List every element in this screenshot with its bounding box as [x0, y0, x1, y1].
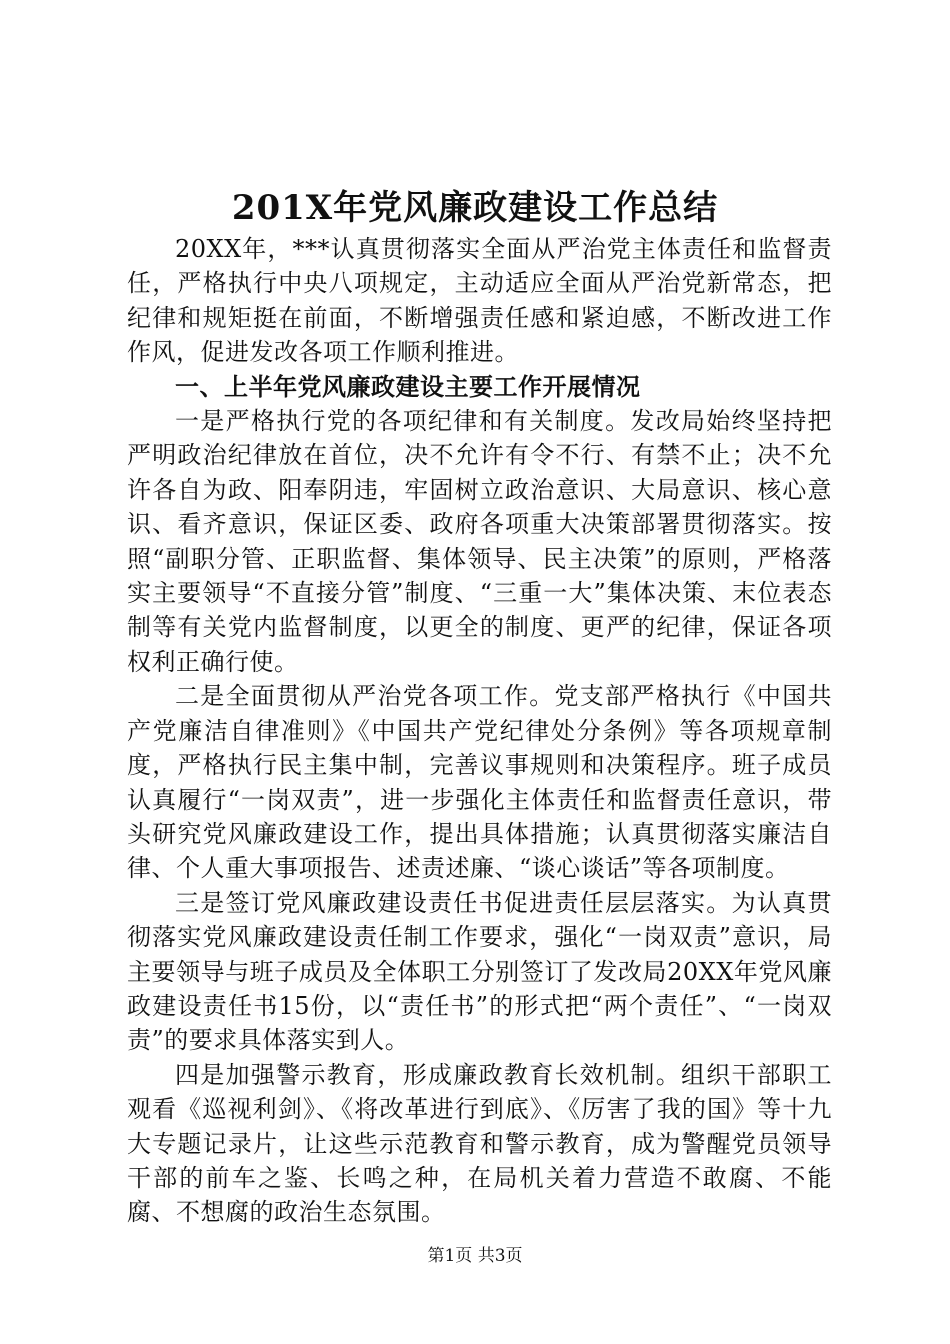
paragraph-2: 二是全面贯彻从严治党各项工作。党支部严格执行《中国共产党廉洁自律准则》《中国共产党纪律处分条例》等各项规章制度，严格执行民主集中制，完善议事规则和决策程序。班子成员认真履行“一岗双责”，进一步强化主体责任和监督责任意识，带头研究党风廉政建设工作，提出具体措施；认真贯彻落实廉洁自律、个人重大事项报告、述责述廉、“谈心谈话”等各项制度。: [127, 682, 832, 883]
paragraph-1: 一是严格执行党的各项纪律和有关制度。发改局始终坚持把严明政治纪律放在首位，决不允许有令不行、有禁不止；决不允许各自为政、阳奉阴违，牢固树立政治意识、大局意识、核心意识、看齐意识，保证区委、政府各项重大决策部署贯彻落实。按照“副职分管、正职监督、集体领导、民主决策”的原则，严格落实主要领导“不直接分管”制度、“三重一大”集体决策、末位表态制等有关党内监督制度，以更全的制度、更严的纪律，保证各项权利正确行使。: [127, 407, 832, 676]
paragraph-3: 三是签订党风廉政建设责任书促进责任层层落实。为认真贯彻落实党风廉政建设责任制工作要求，强化“一岗双责”意识，局主要领导与班子成员及全体职工分别签订了发改局20XX年党风廉政建设责任书15份，以“责任书”的形式把“两个责任”、“一岗双责”的要求具体落实到人。: [127, 888, 832, 1055]
page-footer: 第1页 共3页: [427, 1246, 523, 1266]
document-body: [127, 232, 832, 1230]
section-heading: 一、上半年党风廉政建设主要工作开展情况: [175, 372, 641, 401]
paragraph-4: 四是加强警示教育，形成廉政教育长效机制。组织干部职工观看《巡视利剑》、《将改革进行到底》、《厉害了我的国》等十九大专题记录片，让这些示范教育和警示教育，成为警醒党员领导干部的前车之鉴、长鸣之种，在局机关着力营造不敢腐、不能腐、不想腐的政治生态氛围。: [127, 1060, 832, 1227]
document-title: 201X年党风廉政建设工作总结: [231, 188, 719, 228]
intro-paragraph: 20XX年，***认真贯彻落实全面从严治党主体责任和监督责任，严格执行中央八项规定，主动适应全面从严治党新常态，把纪律和规矩挺在前面，不断增强责任感和紧迫感，不断改进工作作风，促进发改各项工作顺利推进。: [127, 235, 832, 367]
